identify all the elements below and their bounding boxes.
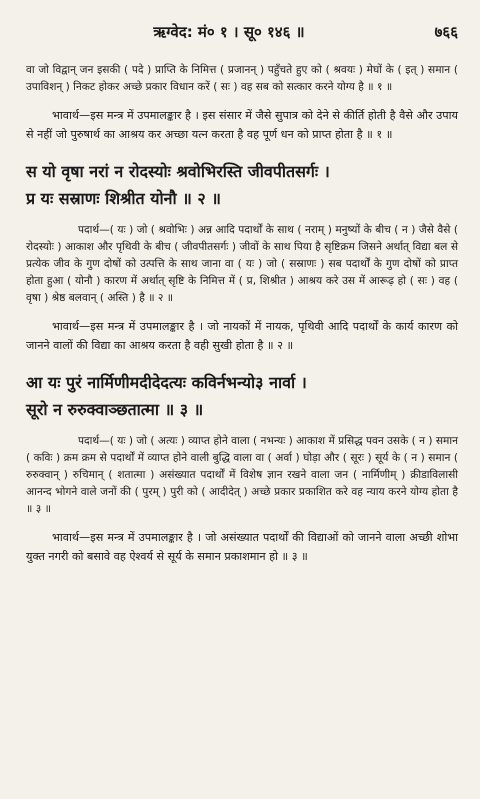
- verse-2: [26, 158, 458, 212]
- bhavarth-2: भावार्थ—इस मन्त्र में उपमालङ्कार है । जो नायकों में नायक, पृथिवी आदि पदार्थों के कार्य कारण को जानने वालों की विद्या का आश्रय करता है वही सुखी होता है ॥ २ ॥: [26, 320, 458, 352]
- verse-2-line-2: प्र यः सस्राणः शिश्रीत योनौ ॥ २ ॥: [26, 189, 221, 208]
- bhavarth-3: भावार्थ—इस मन्त्र में उपमालङ्कार है । जो असंख्यात पदार्थों की विद्याओं को जानने वाला अच्छी शोभा युक्त नगरी को बसावे वह ऐश्वर्य से सूर्य के समान प्रकाशमान हो ॥ ३ ॥: [26, 531, 458, 563]
- page-header: [0, 22, 458, 46]
- running-head: ऋग्वेद: मं० १ । सू० १४६ ॥: [153, 23, 305, 41]
- page-body: [26, 62, 458, 580]
- padarth-3: पदार्थ—( यः ) जो ( अत्यः ) व्याप्त होने वाला ( नभन्यः ) आकाश में प्रसिद्ध पवन उसके ( न ) समान ( कविः ) क्रम क्रम से पदार्थों में व्याप्त होने वाली बुद्धि वाला वा ( अर्वा ) घोड़ा और ( सूरः ) सूर्य के ( न ) समान ( रुरुक्वान् ) रुचिमान् ( शतात्मा ) असंख्यात पदार्थों में विशेष ज्ञान रखने वाला जन ( नार्मिणीम् ) क्रीडाविलासी आनन्द भोगने वाले जनों की ( पुरम् ) पुरी को ( आदीदेत् ) अच्छे प्रकार प्रकाशित करे वह न्याय करने योग्य होता है ॥ ३ ॥: [26, 435, 458, 515]
- padarth-2: पदार्थ—( यः ) जो ( श्रवोभिः ) अन्न आदि पदार्थों के साथ ( नराम् ) मनुष्यों के बीच ( न ) जैसे वैसे ( रोदस्योः ) आकाश और पृथिवी के बीच ( जीवपीतसर्गः ) जीवों के साथ पिया है सृष्टिक्रम जिसने अर्थात् विद्या बल से प्रत्येक जीव के गुण दोषों को उत्पत्ति के साथ जाना वा ( यः ) जो ( सस्राणः ) सब पदार्थों के गुण दोषों को प्राप्त होता हुआ ( योनौ ) कारण में अर्थात् सृष्टि के निमित्त में ( प्र, शिश्रीत ) आश्रय करे उस में आरूढ़ हो ( सः ) वह ( वृषा ) श्रेष्ठ बलवान् ( अस्ति ) है ॥ २ ॥: [26, 224, 458, 304]
- verse-3: [26, 369, 458, 423]
- bhavarth-1: भावार्थ—इस मन्त्र में उपमालङ्कार है । इस संसार में जैसे सुपात्र को देने से कीर्ति होती है वैसे और उपाय से नहीं जो पुरुषार्थ का आश्रय कर अच्छा यत्न करता है वह पूर्ण धन को प्राप्त होता है ॥ १ ॥: [26, 109, 458, 141]
- verse-3-line-2: सूरो न रुरुक्वाञ्छतात्मा ॥ ३ ॥: [26, 400, 204, 419]
- verse-3-line-1: आ यः पुरं नार्मिणीमदीदेदत्यः कविर्नभन्यो३ नार्वा ।: [26, 373, 307, 392]
- verse-2-line-1: स यो वृषा नरां न रोदस्योः श्रवोभिरस्ति जीवपीतसर्गः ।: [26, 162, 330, 181]
- padarth-continuation: वा जो विद्वान् जन इसकी ( पदे ) प्राप्ति के निमित्त ( प्रजानन् ) पहुँचते हुए को ( श्रवयः ) मेघों के ( इत् ) समान ( उपाविशन् ) निकट होकर अच्छे प्रकार विधान करें ( सः ) वह सब को सत्कार करने योग्य है ॥ १ ॥: [26, 64, 458, 93]
- page-number: ७६६: [434, 23, 458, 41]
